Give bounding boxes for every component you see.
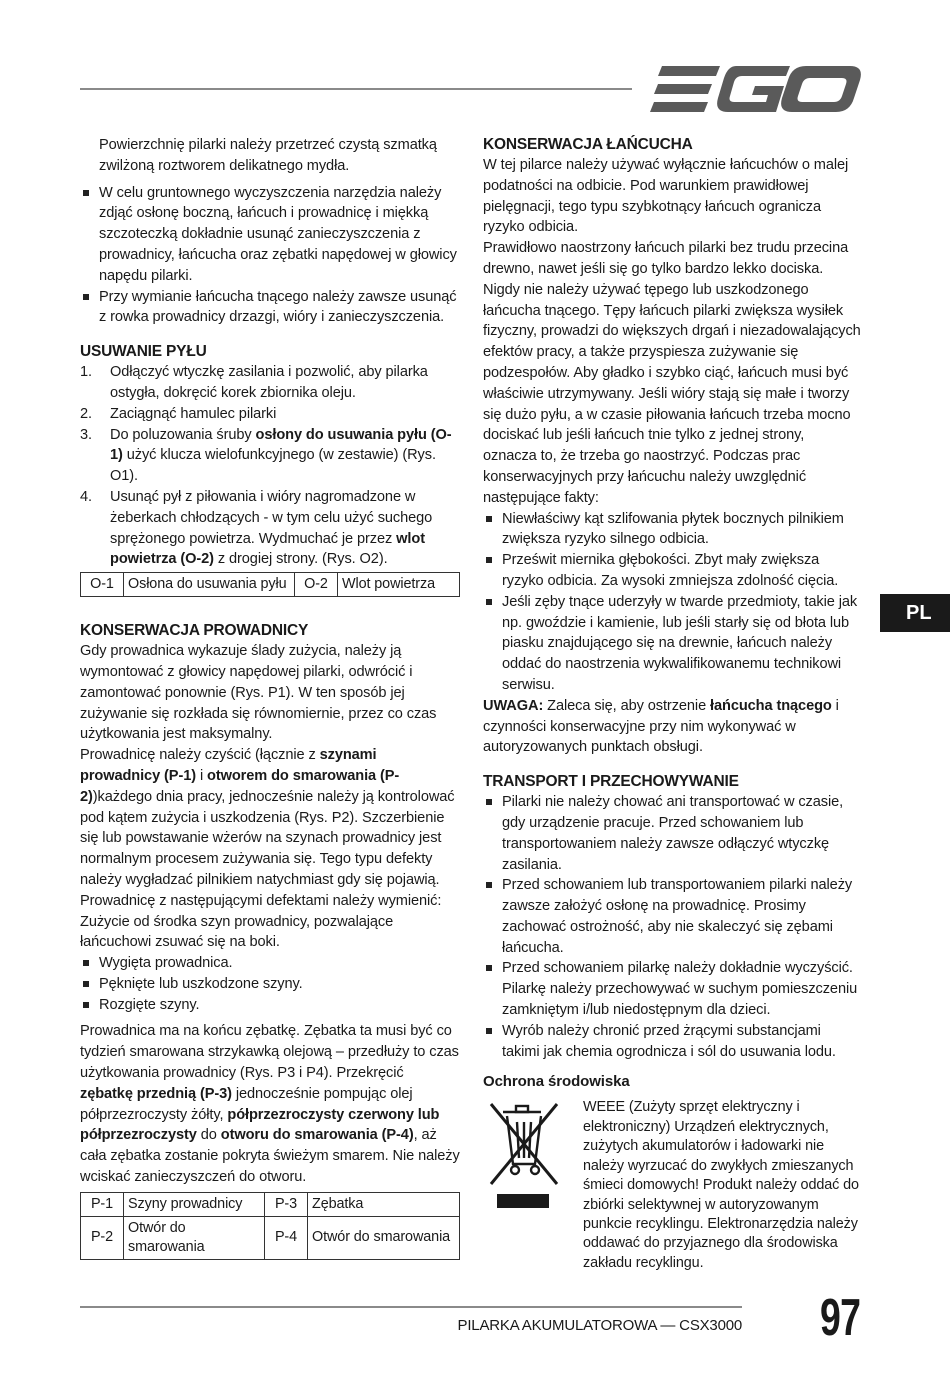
dust-steps bbox=[80, 362, 460, 570]
language-tab: PL bbox=[880, 594, 950, 632]
guide-paragraph-1: Gdy prowadnica wykazuje ślady zużycia, należy ją wymontować z głowicy napędowej pilarki, odwrócić i zamontować ponownie (Rys. P1). W ten sposób jej zużywanie się rozkłada się równomiernie, przez co czas użytkowania jest maksymalny. bbox=[80, 643, 437, 743]
transport-heading: TRANSPORT I PRZECHOWYWANIE bbox=[483, 773, 739, 791]
list-item: 3. Do poluzowania śruby osłony do usuwania pyłu (O-1) użyć klucza wielofunkcyjnego (w zestawie) (Rys. O1). bbox=[80, 426, 452, 485]
list-item: Pilarki nie należy chować ani transportować w czasie, gdy urządzenie pracuje. Przed schowaniem lub transportowaniem należy zawsze odłączyć wtyczkę zasilania. bbox=[483, 792, 861, 875]
chain-paragraph-2: Prawidłowo naostrzony łańcuch pilarki bez trudu przecina drewno, nawet jeśli się go tylko bardzo lekko dociska. Nigdy nie należy używać tępego lub uszkodzonego łańcucha tnącego. Tępy łańcuch pilarki zwiększa wysiłek fizyczny, prowadzi do większych drgań i niezadowalających efektów pracy, a także przyspiesza zużywanie się podzespołów. Aby gładko i szybko ciąć, łańcuch musi być właściwie utrzymywany. Jeśli wióry stają się małe i tworzy się dużo pyłu, a w czasie piłowania łańcuch trzeba mocno dociskać lub jeśli łańcuch tnie tylko z jednej strony, oznacza to, że trzeba go naostrzyć. Podczas prac konserwacyjnych przy łańcuchu należy uwzględnić następujące fakty: bbox=[483, 240, 861, 506]
list-item: 2. Zaciągnąć hamulec pilarki bbox=[80, 405, 277, 422]
list-item: 4. Usunąć pył z piłowania i wióry nagromadzone w żeberkach chłodzących - w tym celu użyć suchego sprężonego powietrza. Wydmuchać je przez wlot powietrza (O-2) z drogiej strony. (Rys. O2). bbox=[80, 488, 433, 568]
list-item: W celu gruntownego wyczyszczenia narzędzia należy zdjąć osłonę boczną, łańcuch i prowadnicę i miękką szczoteczką dokładnie usunąć zanieczyszczenia z prowadnicy, łańcucha oraz zębatki napędowej w głowicy napędu pilarki. bbox=[80, 183, 460, 287]
dust-parts-table bbox=[80, 572, 460, 597]
list-item: Niewłaściwy kąt szlifowania płytek bocznych pilnikiem zwiększa ryzyko silnego odbicia. bbox=[483, 509, 861, 551]
list-item: Jeśli zęby tnące uderzyły w twarde przedmioty, takie jak np. gwoździe i kamienie, lub jeśli starły się od błota lub piasku znajdującego się na drewnie, łańcuch należy oddać do naostrzenia wykwalifikowanemu technikowi serwisu. bbox=[483, 592, 861, 696]
list-item: Wygięta prowadnica. bbox=[80, 953, 460, 974]
guide-defect-bullets bbox=[80, 953, 460, 1015]
table-row: O-1 Osłona do usuwania pyłu O-2 Wlot powietrza bbox=[81, 573, 460, 597]
list-item: Przy wymianie łańcucha tnącego należy zawsze usunąć z rowka prowadnicy drzazgi, wióry i zanieczyszczenia. bbox=[80, 287, 460, 329]
guide-paragraph-3: Prowadnica ma na końcu zębatkę. Zębatka ta musi być co tydzień smarowana strzykawką olejową – przedłuży to czas użytkowania prowadnicy (Rys. P3 i P4). Przekręcić zębatkę przednią (P-3) jednocześnie pompując olej półprzezroczysty żółty, półprzezroczysty czerwony lub półprzezroczysty do otworu do smarowania (P-4), aż cała zębatka zostanie pokryta świeżym smarem. Nie należy wciskać zanieczyszczeń do otworu. bbox=[80, 1023, 460, 1186]
list-item: Rozgięte szyny. bbox=[80, 995, 460, 1016]
list-item: Prześwit miernika głębokości. Zbyt mały zwiększa ryzyko odbicia. Za wysoki zmniejsza zdolność cięcia. bbox=[483, 550, 861, 592]
chain-bullets bbox=[483, 509, 861, 696]
dust-heading: USUWANIE PYŁU bbox=[80, 343, 207, 361]
weee-bin-icon bbox=[483, 1098, 583, 1273]
list-item: Przed schowaniem pilarkę należy dokładnie wyczyścić. Pilarkę należy przechowywać w suchym pomieszczeniu zamkniętym i/lub niedostępnym dla dzieci. bbox=[483, 958, 861, 1020]
left-column bbox=[80, 135, 460, 1260]
list-item: Przed schowaniem lub transportowaniem pilarki należy zawsze założyć osłonę na prowadnicę. Prosimy zachować ostrożność, aby nie skaleczyć się zębami łańcucha. bbox=[483, 875, 861, 958]
guide-heading: KONSERWACJA PROWADNICY bbox=[80, 622, 309, 640]
list-item: Pęknięte lub uszkodzone szyny. bbox=[80, 974, 460, 995]
chain-paragraph-1: W tej pilarce należy używać wyłącznie łańcuchów o malej podatności na odbicie. Pod warunkiem prawidłowej pielęgnacji, tego typu szybkotnący łańcuch ogranicza ryzyko odbicia. bbox=[483, 157, 849, 236]
list-item: 1. Odłączyć wtyczkę zasilania i pozwolić, aby pilarka ostygła, dokręcić korek zbiornika oleju. bbox=[80, 364, 428, 401]
table-row: P-1 Szyny prowadnicy P-3 Zębatka bbox=[81, 1192, 460, 1216]
ego-logo-graphic bbox=[650, 64, 862, 114]
crossed-bin-icon bbox=[483, 1098, 563, 1218]
transport-bullets bbox=[483, 792, 861, 1062]
header-rule bbox=[80, 88, 632, 90]
chain-heading: KONSERWACJA ŁAŃCUCHA bbox=[483, 136, 693, 153]
footer-title: PILARKA AKUMULATOROWA — CSX3000 bbox=[457, 1317, 742, 1334]
ego-logo bbox=[650, 64, 862, 114]
env-text: WEEE (Zużyty sprzęt elektryczny i elektroniczny) Urządzeń elektrycznych, zużytych akumulatorów i ładowarki nie należy wyrzucać do zwykłych zmieszanych śmieci domowych! Produkt należy oddać do zbiórki selektywnej w autoryzowanym punkcie recyklingu. Elektronarzędzia należy oddawać do przyjaznego dla środowiska zakładu recyklingu. bbox=[583, 1099, 859, 1271]
footer-rule bbox=[80, 1306, 742, 1308]
cleaning-intro: Powierzchnię pilarki należy przetrzeć czystą szmatką zwilżoną roztworem delikatnego mydła. bbox=[99, 137, 437, 174]
guide-parts-table bbox=[80, 1192, 460, 1260]
guide-paragraph-2: Prowadnicę należy czyścić (łącznie z szynami prowadnicy (P-1) i otworem do smarowania (P-2))każdego dnia pracy, jednocześnie należy ją kontrolować pod kątem zużycia i uszkodzenia (Rys. P2). Szczerbienie się lub powstawanie wżerów na szynach prowadnicy jest normalnym procesem zużywania się. Tego typu defekty należy wygładzać pilnikiem natychmiast gdy się pojawią. Prowadnicę z następującymi defektami należy wymienić: Zużycie od środka szyn prowadnicy, pozwalające łańcuchowi zsuwać się na boki. bbox=[80, 747, 455, 951]
env-heading: Ochrona środowiska bbox=[483, 1073, 630, 1091]
cleaning-bullets bbox=[80, 183, 460, 329]
page-number: 97 bbox=[820, 1289, 861, 1347]
chain-note: UWAGA: Zaleca się, aby ostrzenie łańcucha tnącego i czynności konserwacyjne przy nim wykonywać w autoryzowanych punktach obsługi. bbox=[483, 697, 839, 756]
list-item: Wyrób należy chronić przed żrącymi substancjami takimi jak chemia ogrodnicza i sól do usuwania lodu. bbox=[483, 1021, 861, 1063]
table-row: P-2 Otwór do smarowania P-4 Otwór do smarowania bbox=[81, 1216, 460, 1259]
env-section bbox=[483, 1098, 861, 1273]
right-column bbox=[483, 135, 861, 1273]
